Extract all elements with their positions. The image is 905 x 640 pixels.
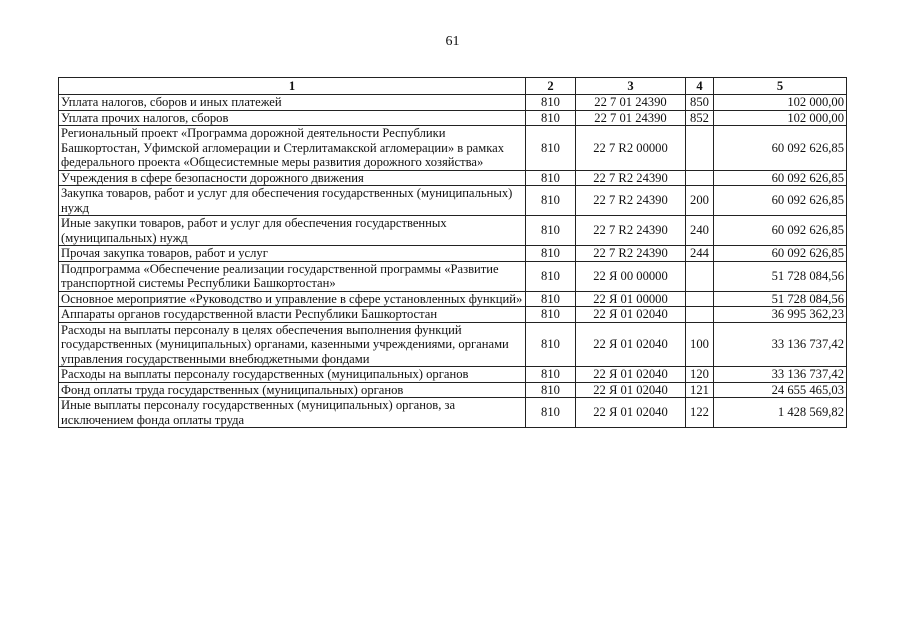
row-vr-cell: 200 [686,186,714,216]
row-amount-cell: 102 000,00 [714,95,847,111]
row-vr-cell [686,307,714,323]
row-amount-cell: 60 092 626,85 [714,246,847,262]
row-amount-cell: 51 728 084,56 [714,261,847,291]
row-ministry-cell: 810 [526,307,576,323]
row-vr-cell: 850 [686,95,714,111]
table-row [59,186,847,216]
page-number: 61 [445,34,460,49]
row-ministry-cell: 810 [526,186,576,216]
table-row [59,95,847,111]
table-row [59,110,847,126]
row-ministry-cell: 810 [526,261,576,291]
row-csr-cell: 22 7 01 24390 [576,95,686,111]
row-vr-cell: 120 [686,367,714,383]
row-amount-cell: 24 655 465,03 [714,382,847,398]
column-header-ministry: 2 [526,78,576,95]
row-name-cell: Уплата прочих налогов, сборов [59,110,526,126]
row-csr-cell: 22 7 R2 24390 [576,246,686,262]
table-row [59,126,847,171]
row-name-cell: Аппараты органов государственной власти Республики Башкортостан [59,307,526,323]
row-name-cell: Иные выплаты персоналу государственных (муниципальных) органов, за исключением фонда оплаты труда [59,398,526,428]
row-name-cell: Уплата налогов, сборов и иных платежей [59,95,526,111]
table-row [59,382,847,398]
row-vr-cell [686,170,714,186]
row-csr-cell: 22 7 R2 00000 [576,126,686,171]
budget-table [58,77,847,428]
row-amount-cell: 36 995 362,23 [714,307,847,323]
row-csr-cell: 22 7 R2 24390 [576,216,686,246]
row-csr-cell: 22 7 R2 24390 [576,186,686,216]
row-vr-cell: 100 [686,322,714,367]
row-name-cell: Подпрограмма «Обеспечение реализации государственной программы «Развитие транспортной системы Республики Башкортостан» [59,261,526,291]
row-amount-cell: 51 728 084,56 [714,291,847,307]
row-ministry-cell: 810 [526,367,576,383]
row-ministry-cell: 810 [526,246,576,262]
table-row [59,398,847,428]
table-row [59,261,847,291]
row-name-cell: Региональный проект «Программа дорожной деятельности Республики Башкортостан, Уфимской агломерации и Стерлитамакской агломерации» в рамках федерального проекта «Общесистемные меры развития дорожного хозяйства» [59,126,526,171]
row-vr-cell [686,291,714,307]
row-ministry-cell: 810 [526,322,576,367]
row-ministry-cell: 810 [526,382,576,398]
row-csr-cell: 22 Я 01 02040 [576,367,686,383]
row-amount-cell: 33 136 737,42 [714,367,847,383]
table-row [59,291,847,307]
row-ministry-cell: 810 [526,126,576,171]
row-amount-cell: 33 136 737,42 [714,322,847,367]
table-row [59,216,847,246]
table-row [59,367,847,383]
row-amount-cell: 60 092 626,85 [714,170,847,186]
row-amount-cell: 60 092 626,85 [714,186,847,216]
row-csr-cell: 22 Я 01 02040 [576,307,686,323]
table-row [59,170,847,186]
row-ministry-cell: 810 [526,398,576,428]
row-name-cell: Учреждения в сфере безопасности дорожного движения [59,170,526,186]
row-csr-cell: 22 Я 01 02040 [576,382,686,398]
row-ministry-cell: 810 [526,95,576,111]
row-name-cell: Расходы на выплаты персоналу государственных (муниципальных) органов [59,367,526,383]
row-amount-cell: 60 092 626,85 [714,216,847,246]
row-vr-cell: 240 [686,216,714,246]
row-csr-cell: 22 Я 01 00000 [576,291,686,307]
row-ministry-cell: 810 [526,170,576,186]
row-vr-cell: 852 [686,110,714,126]
row-name-cell: Закупка товаров, работ и услуг для обеспечения государственных (муниципальных) нужд [59,186,526,216]
header-row [59,78,847,95]
column-header-csr: 3 [576,78,686,95]
row-csr-cell: 22 7 01 24390 [576,110,686,126]
row-ministry-cell: 810 [526,216,576,246]
row-name-cell: Иные закупки товаров, работ и услуг для обеспечения государственных (муниципальных) нужд [59,216,526,246]
row-amount-cell: 60 092 626,85 [714,126,847,171]
row-amount-cell: 102 000,00 [714,110,847,126]
table-row [59,307,847,323]
row-ministry-cell: 810 [526,110,576,126]
row-name-cell: Фонд оплаты труда государственных (муниципальных) органов [59,382,526,398]
table-body [59,95,847,428]
row-csr-cell: 22 7 R2 24390 [576,170,686,186]
row-vr-cell: 244 [686,246,714,262]
row-name-cell: Основное мероприятие «Руководство и управление в сфере установленных функций» [59,291,526,307]
row-csr-cell: 22 Я 01 02040 [576,322,686,367]
row-vr-cell: 122 [686,398,714,428]
row-amount-cell: 1 428 569,82 [714,398,847,428]
table-row [59,322,847,367]
row-ministry-cell: 810 [526,291,576,307]
row-vr-cell [686,126,714,171]
row-csr-cell: 22 Я 01 02040 [576,398,686,428]
row-name-cell: Прочая закупка товаров, работ и услуг [59,246,526,262]
row-vr-cell: 121 [686,382,714,398]
column-header-name: 1 [59,78,526,95]
table-row [59,246,847,262]
row-vr-cell [686,261,714,291]
column-header-vr: 4 [686,78,714,95]
row-csr-cell: 22 Я 00 00000 [576,261,686,291]
row-name-cell: Расходы на выплаты персоналу в целях обеспечения выполнения функций государственных (муниципальных) органами, казенными учреждениями, органами управления государственными внебюджетными фондами [59,322,526,367]
column-header-amount: 5 [714,78,847,95]
